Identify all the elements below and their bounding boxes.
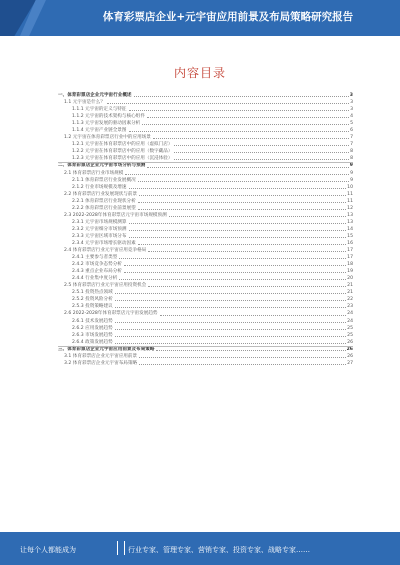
- toc-entry[interactable]: [58, 155, 353, 162]
- toc-leader-dots: [119, 279, 346, 280]
- toc-entry[interactable]: [58, 296, 353, 303]
- toc-leader-dots: [119, 258, 346, 259]
- toc-page-number: 27: [347, 360, 353, 366]
- toc-leader-dots: [129, 131, 350, 132]
- toc-leader-dots: [124, 272, 346, 273]
- toc-entry-label: 2.1 体育彩票店行业市场规模: [58, 170, 124, 177]
- toc-page-number: 7: [350, 135, 353, 141]
- toc-leader-dots: [139, 364, 346, 365]
- toc-page-number: 26: [347, 353, 353, 359]
- report-header: [0, 0, 400, 36]
- toc-page-number: 17: [347, 255, 353, 261]
- toc-entry[interactable]: [58, 318, 353, 325]
- toc-entry[interactable]: [58, 106, 353, 113]
- toc-entry[interactable]: [58, 339, 353, 346]
- toc-entry[interactable]: [58, 240, 353, 247]
- toc-leader-dots: [115, 322, 346, 323]
- toc-page-number: 20: [347, 276, 353, 282]
- toc-page-number: 12: [347, 205, 353, 211]
- toc-leader-dots: [139, 357, 346, 358]
- toc-entry-label: 2.6.4 政策发展趋势: [58, 339, 114, 346]
- toc-entry-label: 2.3.1 元宇宙市场规模测算: [58, 219, 128, 226]
- toc-entry-label: 2.6.3 市场发展趋势: [58, 332, 114, 339]
- toc-entry[interactable]: [58, 127, 353, 134]
- toc-entry[interactable]: [58, 346, 353, 353]
- toc-page-number: 11: [347, 191, 353, 197]
- toc-entry[interactable]: [58, 310, 353, 317]
- toc-entry-label: 2.3 2022-2028年体育彩票店元宇宙市场规模预测: [58, 212, 168, 219]
- toc-entry[interactable]: [58, 219, 353, 226]
- toc-page-number: 25: [347, 325, 353, 331]
- toc-page-number: 8: [350, 149, 353, 155]
- toc-entry-label: 2.5.2 投资风险分析: [58, 296, 114, 303]
- toc-entry-label: 2.5.1 投资热点领域: [58, 289, 114, 296]
- toc-entry[interactable]: [58, 120, 353, 127]
- toc-entry[interactable]: [58, 148, 353, 155]
- toc-entry[interactable]: [58, 170, 353, 177]
- toc-leader-dots: [124, 265, 346, 266]
- toc-leader-dots: [125, 174, 349, 175]
- table-of-contents: [58, 92, 353, 367]
- toc-leader-dots: [115, 343, 346, 344]
- toc-page-number: 7: [350, 142, 353, 148]
- toc-entry-label: 1.1 元宇宙是什么？: [58, 99, 106, 106]
- toc-leader-dots: [174, 159, 349, 160]
- toc-entry[interactable]: [58, 92, 353, 99]
- toc-leader-dots: [160, 315, 347, 316]
- toc-entry-label: 三、体育彩票店企业元宇宙应用前景及布局策略: [58, 346, 155, 352]
- toc-page-number: 9: [349, 163, 353, 169]
- toc-entry-label: 2.3.4 元宇宙市场增长驱动因素: [58, 240, 137, 247]
- toc-leader-dots: [156, 350, 345, 351]
- toc-leader-dots: [138, 209, 346, 210]
- toc-entry[interactable]: [58, 289, 353, 296]
- report-title: 体育彩票店企业+元宇宙应用前景及布局策略研究报告: [102, 11, 354, 23]
- toc-page-number: 3: [350, 107, 353, 113]
- toc-entry-label: 2.6.1 技术发展趋势: [58, 318, 114, 325]
- toc-page-number: 24: [347, 311, 353, 317]
- toc-entry-label: 2.6.2 应用发展趋势: [58, 325, 114, 332]
- toc-leader-dots: [115, 329, 346, 330]
- toc-page-number: 21: [347, 283, 353, 289]
- toc-entry[interactable]: [58, 360, 353, 367]
- toc-page-number: 23: [347, 304, 353, 310]
- footer-slogan: 让每个人都能成为: [20, 546, 76, 554]
- toc-page-number: 10: [347, 184, 353, 190]
- toc-entry[interactable]: [58, 141, 353, 148]
- toc-entry-label: 1.1.4 元宇宙产业链全景图: [58, 127, 128, 134]
- toc-page-number: 6: [350, 128, 353, 134]
- toc-entry-label: 2.4 体育彩票店行业元宇宙应用竞争格局: [58, 247, 147, 254]
- toc-leader-dots: [115, 307, 346, 308]
- toc-entry[interactable]: [58, 303, 353, 310]
- toc-heading: 内容目录: [173, 66, 226, 80]
- toc-entry-label: 2.2.1 体育彩票店行业现状分析: [58, 198, 137, 205]
- toc-entry[interactable]: [58, 261, 353, 268]
- toc-leader-dots: [148, 251, 346, 252]
- toc-entry-label: 2.1.2 行业市场规模及增速: [58, 184, 128, 191]
- toc-leader-dots: [129, 223, 347, 224]
- toc-leader-dots: [138, 244, 346, 245]
- toc-leader-dots: [115, 293, 346, 294]
- toc-entry-label: 2.5 体育彩票店行业元宇宙应用投资机会: [58, 282, 147, 289]
- toc-entry-label: 二、体育彩票店企业元宇宙市场分析与预测: [58, 163, 146, 169]
- toc-entry[interactable]: [58, 184, 353, 191]
- toc-entry[interactable]: [58, 325, 353, 332]
- footer-expert-list: 行业专家、管理专家、营销专家、投资专家、战略专家……: [128, 546, 310, 554]
- toc-entry[interactable]: [58, 268, 353, 275]
- toc-page-number: 26: [346, 346, 353, 352]
- toc-entry[interactable]: [58, 247, 353, 254]
- toc-entry[interactable]: [58, 233, 353, 240]
- toc-leader-dots: [174, 152, 349, 153]
- toc-page-number: 13: [347, 212, 353, 218]
- toc-leader-dots: [142, 124, 349, 125]
- toc-entry-label: 2.3.3 元宇宙区域市场分布: [58, 233, 128, 240]
- toc-page-number: 19: [347, 269, 353, 275]
- toc-leader-dots: [115, 336, 346, 337]
- toc-leader-dots: [129, 237, 347, 238]
- toc-entry-label: 1.1.2 元宇宙的技术架构与核心组件: [58, 113, 146, 120]
- toc-page-number: 25: [347, 332, 353, 338]
- toc-entry[interactable]: [58, 99, 353, 106]
- toc-page-number: 4: [350, 114, 353, 120]
- toc-entry[interactable]: [58, 353, 353, 360]
- toc-leader-dots: [147, 117, 349, 118]
- toc-entry-label: 2.5.3 投资策略建议: [58, 303, 114, 310]
- toc-leader-dots: [169, 216, 346, 217]
- toc-page-number: 17: [347, 248, 353, 254]
- toc-page-number: 24: [347, 318, 353, 324]
- toc-leader-dots: [138, 181, 349, 182]
- bracket-icon: [117, 541, 125, 555]
- toc-entry-label: 2.4.3 重点企业布局分析: [58, 268, 123, 275]
- toc-leader-dots: [153, 138, 349, 139]
- toc-leader-dots: [129, 188, 347, 189]
- toc-entry-label: 3.2 体育彩票店企业元宇宙布局策略: [58, 360, 138, 367]
- toc-entry[interactable]: [58, 162, 353, 169]
- toc-leader-dots: [134, 96, 349, 97]
- toc-page-number: 9: [350, 170, 353, 176]
- toc-page-number: 26: [347, 339, 353, 345]
- toc-page-number: 16: [347, 240, 353, 246]
- toc-entry-label: 1.1.3 元宇宙发展的驱动因素分析: [58, 120, 141, 127]
- report-footer: [0, 532, 400, 565]
- toc-entry[interactable]: [58, 177, 353, 184]
- toc-entry-label: 2.4.4 行业集中度分析: [58, 275, 118, 282]
- toc-page-number: 9: [350, 177, 353, 183]
- toc-entry[interactable]: [58, 191, 353, 198]
- toc-leader-dots: [115, 300, 346, 301]
- toc-page-number: 22: [347, 297, 353, 303]
- toc-page-number: 14: [347, 226, 353, 232]
- toc-page-number: 11: [347, 198, 353, 204]
- toc-entry[interactable]: [58, 205, 353, 212]
- toc-entry[interactable]: [58, 275, 353, 282]
- toc-entry[interactable]: [58, 134, 353, 141]
- toc-page-number: 5: [350, 121, 353, 127]
- toc-page-number: 8: [350, 156, 353, 162]
- toc-leader-dots: [174, 145, 349, 146]
- toc-entry-label: 2.6 2022-2028年体育彩票店元宇宙发展趋势: [58, 310, 159, 317]
- toc-entry[interactable]: [58, 198, 353, 205]
- toc-entry[interactable]: [58, 212, 353, 219]
- toc-page-number: 21: [347, 290, 353, 296]
- toc-leader-dots: [129, 230, 347, 231]
- toc-entry-label: 1.2.2 元宇宙在体育彩票店中的应用（数字藏品）: [58, 148, 173, 155]
- toc-entry-label: 2.1.1 体育彩票店行业发展概况: [58, 177, 137, 184]
- toc-leader-dots: [138, 202, 346, 203]
- toc-entry-label: 2.2.2 体育彩票店行业前景展望: [58, 205, 137, 212]
- toc-entry-label: 3.1 体育彩票店企业元宇宙应用前景: [58, 353, 138, 360]
- toc-entry-label: 2.4.2 市场竞争态势分析: [58, 261, 123, 268]
- toc-entry-label: 1.2.1 元宇宙在体育彩票店中的应用（虚拟门店）: [58, 141, 173, 148]
- toc-leader-dots: [139, 195, 346, 196]
- toc-entry[interactable]: [58, 282, 353, 289]
- toc-page-number: 3: [349, 93, 353, 98]
- toc-entry-label: 1.2 元宇宙在体育彩票店行业中的应用场景: [58, 134, 152, 141]
- toc-page-number: 15: [347, 233, 353, 239]
- toc-leader-dots: [148, 286, 346, 287]
- toc-entry-label: 1.1.1 元宇宙的定义与特征: [58, 106, 128, 113]
- toc-entry[interactable]: [58, 332, 353, 339]
- toc-entry-label: 2.2 体育彩票店行业发展现状与前景: [58, 191, 138, 198]
- toc-page-number: 13: [347, 219, 353, 225]
- toc-entry[interactable]: [58, 113, 353, 120]
- toc-entry-label: 2.4.1 主要参与者类型: [58, 254, 118, 261]
- toc-page-number: 18: [347, 262, 353, 268]
- toc-entry[interactable]: [58, 226, 353, 233]
- toc-leader-dots: [147, 167, 349, 168]
- toc-page-number: 3: [350, 100, 353, 106]
- toc-entry-label: 一、体育彩票店企业元宇宙行业概述: [58, 93, 132, 98]
- toc-entry-label: 2.3.2 元宇宙细分市场预测: [58, 226, 128, 233]
- toc-entry-label: 1.2.3 元宇宙在体育彩票店中的应用（沉浸体验）: [58, 155, 173, 162]
- toc-entry[interactable]: [58, 254, 353, 261]
- toc-leader-dots: [107, 103, 349, 104]
- toc-leader-dots: [129, 110, 350, 111]
